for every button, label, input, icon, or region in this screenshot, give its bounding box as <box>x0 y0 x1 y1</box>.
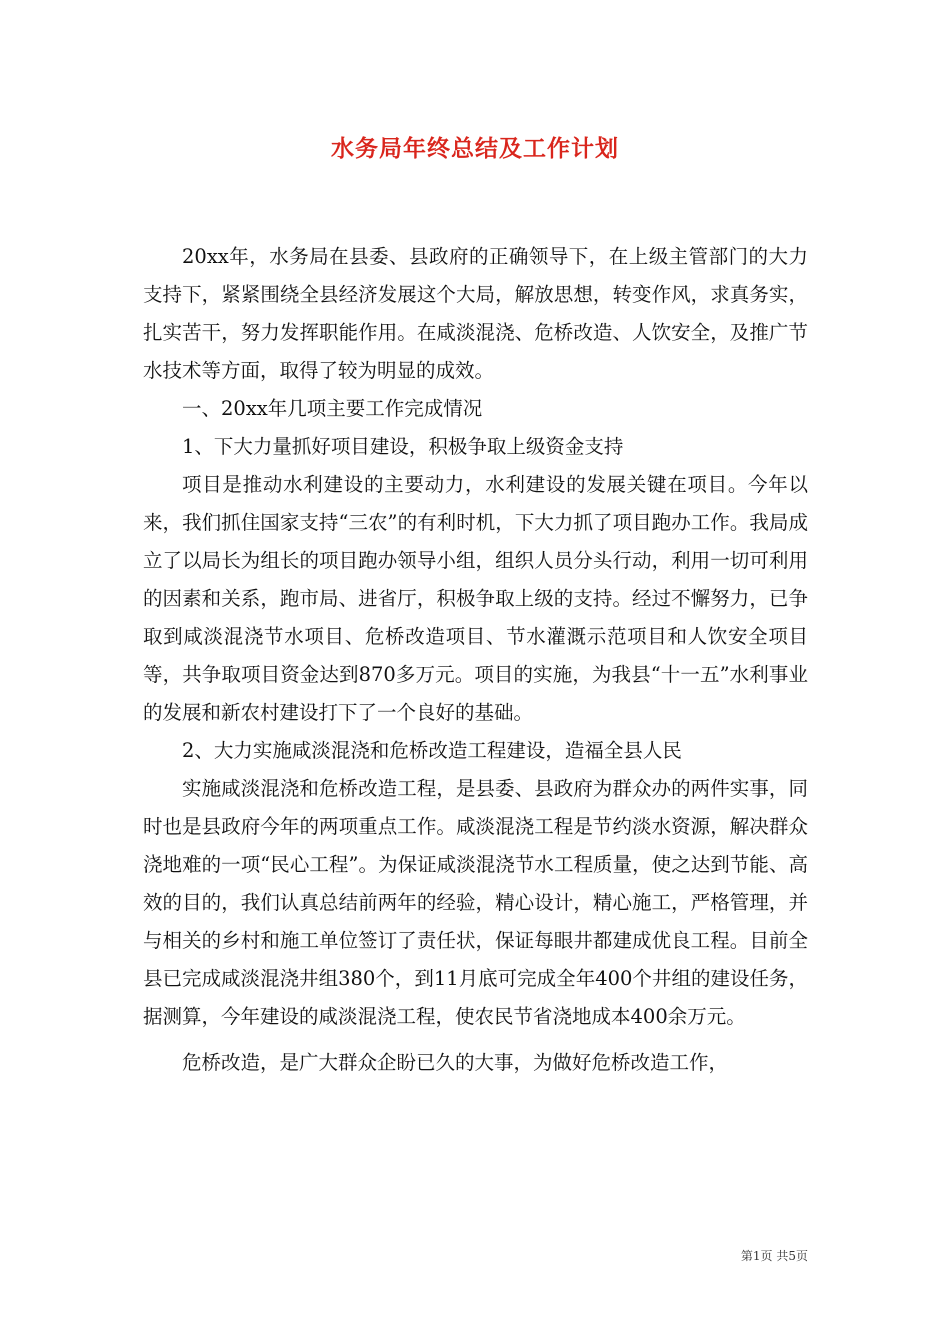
intro-paragraph: 20xx年，水务局在县委、县政府的正确领导下，在上级主管部门的大力支持下，紧紧围绕全县经济发展这个大局，解放思想，转变作风，求真务实，扎实苦干，努力发挥职能作用。在咸淡混浇、危桥改造、人饮安全，及推广节水技术等方面，取得了较为明显的成效。 <box>143 245 808 382</box>
project-paragraph: 项目是推动水利建设的主要动力，水利建设的发展关键在项目。今年以来，我们抓住国家支持“三农”的有利时机，下大力抓了项目跑办工作。我局成立了以局长为组长的项目跑办领导小组，组织人员分头行动，利用一切可利用的因素和关系，跑市局、进省厅，积极争取上级的支持。经过不懈努力，已争取到咸淡混浇节水项目、危桥改造项目、节水灌溉示范项目和人饮安全项目等，共争取项目资金达到870多万元。项目的实施，为我县“十一五”水利事业的发展和新农村建设打下了一个良好的基础。 <box>143 473 808 724</box>
subsection-heading-1: 1、下大力量抓好项目建设，积极争取上级资金支持 <box>182 435 624 458</box>
subsection-heading-2: 2、大力实施咸淡混浇和危桥改造工程建设，造福全县人民 <box>182 739 682 762</box>
irrigation-paragraph: 实施咸淡混浇和危桥改造工程，是县委、县政府为群众办的两件实事，同时也是县政府今年的两项重点工作。咸淡混浇工程是节约淡水资源，解决群众浇地难的一项“民心工程”。为保证咸淡混浇节水工程质量，使之达到节能、高效的目的，我们认真总结前两年的经验，精心设计，精心施工，严格管理，并与相关的乡村和施工单位签订了责任状，保证每眼井都建成优良工程。目前全县已完成咸淡混浇井组380个，到11月底可完成全年400个井组的建设任务，据测算，今年建设的咸淡混浇工程，使农民节省浇地成本400余万元。 <box>143 777 808 1028</box>
document-body <box>143 238 808 1082</box>
document-title: 水务局年终总结及工作计划 <box>331 135 619 162</box>
section-heading: 一、20xx年几项主要工作完成情况 <box>182 397 483 420</box>
page-number: 第1页 共5页 <box>740 1249 808 1263</box>
bridge-paragraph: 危桥改造，是广大群众企盼已久的大事，为做好危桥改造工作， <box>182 1051 729 1074</box>
